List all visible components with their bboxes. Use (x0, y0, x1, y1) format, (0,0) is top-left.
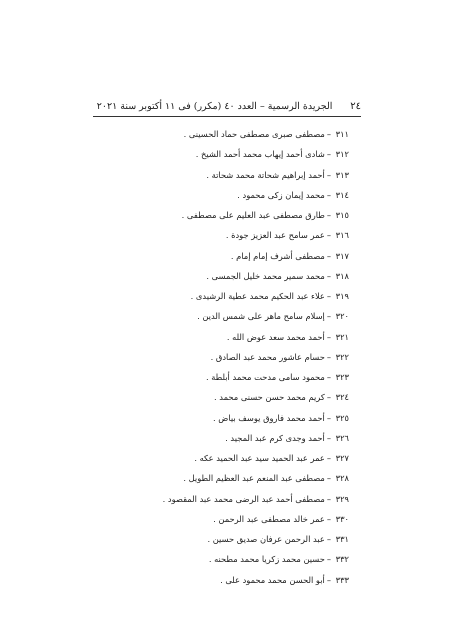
entry-dash: – (326, 149, 331, 160)
entry-dash: – (326, 270, 331, 281)
entry-name: مصطفى عبد المنعم عبد العظيم الطويل . (183, 473, 325, 484)
entry-dash: – (326, 129, 331, 139)
entry-name: طارق مصطفى عبد العليم على مصطفى . (181, 210, 325, 220)
entry-dash: – (326, 291, 331, 301)
list-item (119, 124, 349, 144)
entry-dash: – (326, 351, 331, 362)
list-item (119, 509, 349, 529)
entry-name: عمر سامح عبد العزيز جودة . (225, 230, 325, 241)
entry-dash: – (326, 169, 331, 180)
list-item (119, 549, 349, 569)
entry-number: ٣٢٨ (335, 473, 349, 484)
entry-dash: – (326, 311, 331, 322)
list-item (119, 144, 349, 164)
entry-dash: – (326, 392, 331, 403)
entry-number: ٣١١ (335, 129, 349, 139)
entry-name: محمد سمير محمد خليل الجمسى . (206, 270, 325, 281)
entry-number: ٣١٤ (335, 189, 349, 200)
entry-number: ٣٣٠ (335, 513, 349, 524)
entry-number: ٣١٧ (335, 250, 349, 261)
list-item (119, 529, 349, 549)
entry-name: شادى أحمد إيهاب محمد أحمد الشيخ . (195, 149, 325, 160)
entry-name: محمد إيمان زكى محمود . (237, 189, 325, 200)
entry-dash: – (326, 372, 331, 382)
entry-number: ٣٢٢ (335, 351, 349, 362)
list-item (119, 306, 349, 326)
list-item (119, 347, 349, 367)
list-item (119, 367, 349, 387)
entry-name: مصطفى أشرف إمام إمام . (230, 250, 325, 261)
entry-number: ٣١٩ (335, 291, 349, 301)
entry-dash: – (326, 554, 331, 565)
list-item (119, 165, 349, 185)
entry-name: كريم محمد حسن حسنى محمد . (213, 392, 325, 403)
entry-name: أبو الحسن محمد محمود على . (220, 574, 325, 585)
entry-number: ٣١٣ (335, 169, 349, 180)
entry-name: مصطفى أحمد عبد الرضى محمد عبد المقصود . (162, 493, 325, 504)
entry-name: مصطفى صبرى مصطفى حماد الحسينى . (183, 129, 325, 139)
entry-name: أحمد محمد سعد عوض الله . (226, 331, 325, 342)
list-item (119, 448, 349, 468)
header-title: الجريدة الرسمية – العدد ٤٠ (مكرر) فى ١١ أكتوبر سنة ٢٠٢١ (96, 100, 333, 112)
entry-number: ٣٢٧ (335, 453, 349, 463)
entry-dash: – (326, 432, 331, 443)
page-number: ٢٤ (350, 100, 361, 112)
entry-number: ٣٢٤ (335, 392, 349, 403)
entry-name: عمر خالد مصطفى عبد الرحمن . (213, 513, 325, 524)
entry-number: ٣٢٠ (335, 311, 349, 322)
entry-dash: – (326, 534, 331, 544)
entry-number: ٣١٨ (335, 270, 349, 281)
entry-dash: – (326, 412, 331, 423)
entry-dash: – (326, 574, 331, 585)
entry-dash: – (326, 513, 331, 524)
entry-number: ٣٢١ (335, 331, 349, 342)
list-item (119, 185, 349, 205)
list-item (119, 408, 349, 428)
entry-dash: – (326, 189, 331, 200)
list-item (119, 225, 349, 245)
entry-name: إسلام سامح ماهر على شمس الدين . (197, 311, 325, 322)
entry-name: عبد الرحمن عرفان صديق حسين . (207, 534, 325, 544)
entry-number: ٣٣١ (335, 534, 349, 544)
entry-dash: – (326, 210, 331, 220)
entry-number: ٣٢٣ (335, 372, 349, 382)
list-item (119, 468, 349, 488)
entry-number: ٣١٥ (335, 210, 349, 220)
list-item (119, 327, 349, 347)
entry-dash: – (326, 493, 331, 504)
entry-name: أحمد محمد فاروق يوسف بياض . (213, 412, 325, 423)
entry-name: أحمد وجدى كرم عبد المجيد . (225, 432, 325, 443)
entry-number: ٣٢٩ (335, 493, 349, 504)
entry-name: حسين محمد زكريا محمد مطحنه . (208, 554, 325, 565)
header-divider (93, 116, 361, 117)
list-item (119, 489, 349, 509)
names-list (119, 124, 349, 590)
list-item (119, 570, 349, 590)
list-item (119, 286, 349, 306)
entry-dash: – (326, 331, 331, 342)
entry-dash: – (326, 250, 331, 261)
entry-number: ٣١٢ (335, 149, 349, 160)
entry-dash: – (326, 230, 331, 241)
entry-dash: – (326, 473, 331, 484)
entry-name: أحمد إبراهيم شحاتة محمد شحاتة . (206, 169, 325, 180)
entry-number: ٣٢٦ (335, 432, 349, 443)
entry-name: حسام عاشور محمد عبد الصادق . (210, 351, 325, 362)
entry-number: ٣١٦ (335, 230, 349, 241)
list-item (119, 387, 349, 407)
list-item (119, 428, 349, 448)
entry-dash: – (326, 453, 331, 463)
page-header (93, 98, 361, 114)
entry-number: ٣٢٥ (335, 412, 349, 423)
list-item (119, 205, 349, 225)
list-item (119, 246, 349, 266)
entry-name: عمر عبد الحميد سيد عبد الحميد عكه . (194, 453, 325, 463)
entry-number: ٣٣٣ (335, 574, 349, 585)
entry-name: محمود سامى مدحت محمد أبلطة . (205, 372, 325, 382)
entry-number: ٣٣٢ (335, 554, 349, 565)
entry-name: علاء عبد الحكيم محمد عطية الرشيدى . (190, 291, 325, 301)
list-item (119, 266, 349, 286)
